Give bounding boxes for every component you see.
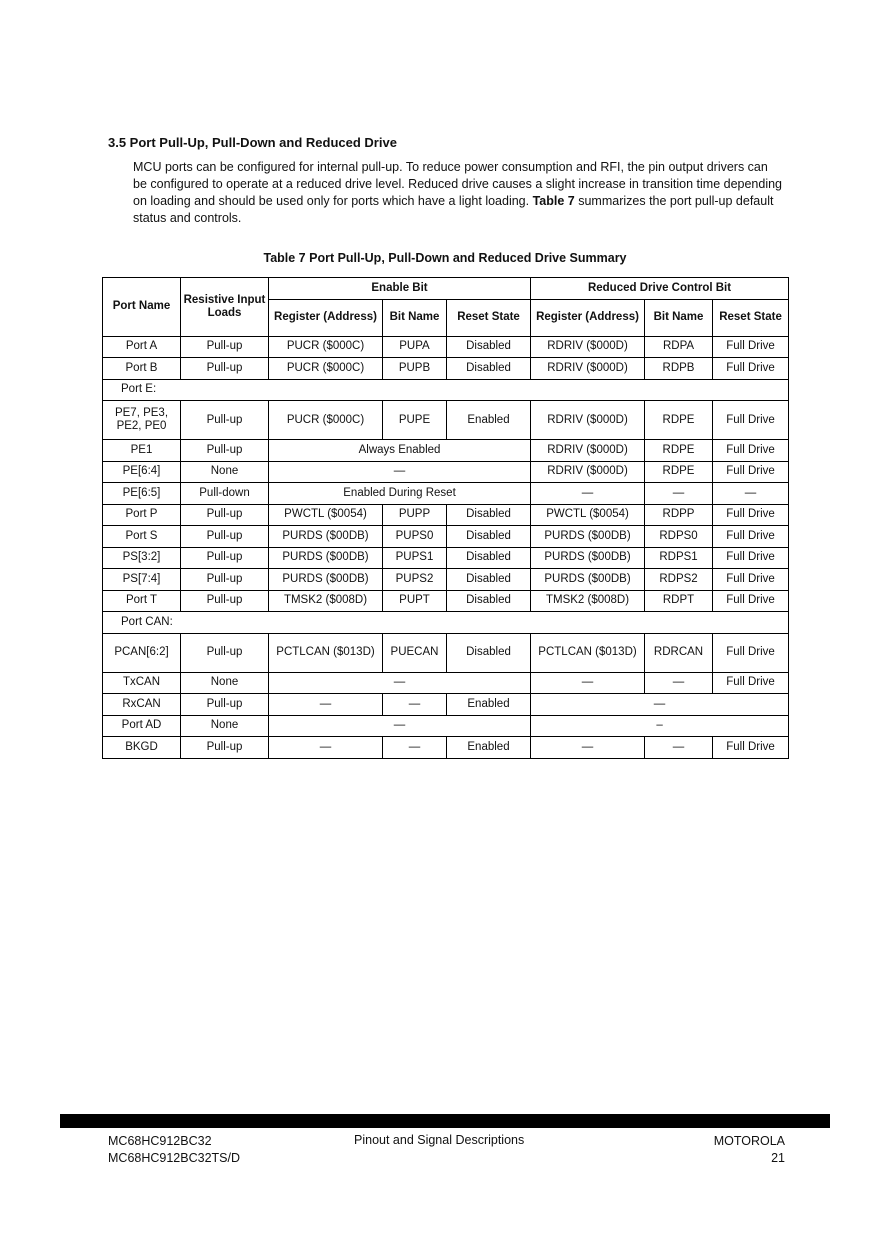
cell: PWCTL ($0054)	[269, 504, 383, 526]
cell: —	[713, 483, 789, 505]
table-row	[103, 569, 789, 591]
cell: —	[645, 737, 713, 759]
cell: RDPS0	[645, 526, 713, 548]
cell: PUPE	[383, 401, 447, 440]
cell: PURDS ($00DB)	[531, 569, 645, 591]
cell: —	[383, 694, 447, 716]
cell: Pull-up	[181, 694, 269, 716]
cell: Full Drive	[713, 336, 789, 358]
cell: TMSK2 ($008D)	[531, 590, 645, 612]
cell: Port P	[103, 504, 181, 526]
cell: Pull-up	[181, 336, 269, 358]
group-label-port-e: Port E:	[103, 379, 789, 401]
cell: Disabled	[447, 590, 531, 612]
cell: Pull-up	[181, 440, 269, 462]
cell: PE1	[103, 440, 181, 462]
section-title: 3.5 Port Pull-Up, Pull-Down and Reduced Drive	[108, 135, 397, 150]
table-row	[103, 461, 789, 483]
cell: PUECAN	[383, 633, 447, 672]
cell: RDRCAN	[645, 633, 713, 672]
header-bit-name: Bit Name	[383, 299, 447, 336]
cell: —	[269, 715, 531, 737]
header-reset-state-2: Reset State	[713, 299, 789, 336]
cell: PUCR ($000C)	[269, 401, 383, 440]
cell: RDRIV ($000D)	[531, 358, 645, 380]
cell: —	[383, 737, 447, 759]
cell: RDPB	[645, 358, 713, 380]
cell: Pull-up	[181, 401, 269, 440]
cell: Pull-up	[181, 547, 269, 569]
cell: –	[531, 715, 789, 737]
cell: PE[6:4]	[103, 461, 181, 483]
table-row	[103, 715, 789, 737]
table-row	[103, 526, 789, 548]
cell: None	[181, 715, 269, 737]
group-label-port-can: Port CAN:	[103, 612, 789, 634]
cell: Enabled	[447, 694, 531, 716]
cell: Full Drive	[713, 504, 789, 526]
cell: Port S	[103, 526, 181, 548]
footer-chapter: Pinout and Signal Descriptions	[354, 1133, 525, 1147]
cell: Pull-up	[181, 569, 269, 591]
cell: PUPS2	[383, 569, 447, 591]
cell: RDPS2	[645, 569, 713, 591]
table-row	[103, 504, 789, 526]
cell: PUCR ($000C)	[269, 358, 383, 380]
table-header-row	[103, 278, 789, 300]
table-row	[103, 358, 789, 380]
cell: Full Drive	[713, 633, 789, 672]
cell: PE7, PE3, PE2, PE0	[103, 401, 181, 440]
footer-doc-info	[108, 1133, 240, 1167]
cell: Disabled	[447, 569, 531, 591]
cell: Port AD	[103, 715, 181, 737]
cell: —	[531, 737, 645, 759]
table-row	[103, 737, 789, 759]
cell: Disabled	[447, 358, 531, 380]
cell: Pull-up	[181, 633, 269, 672]
cell: RDRIV ($000D)	[531, 401, 645, 440]
table-title: Table 7 Port Pull-Up, Pull-Down and Reduced Drive Summary	[263, 251, 627, 265]
table-row	[103, 694, 789, 716]
cell: —	[269, 461, 531, 483]
cell: —	[645, 483, 713, 505]
header-reduced-drive: Reduced Drive Control Bit	[531, 278, 789, 300]
cell: PCTLCAN ($013D)	[269, 633, 383, 672]
cell: PS[3:2]	[103, 547, 181, 569]
cell: Disabled	[447, 336, 531, 358]
cell: Full Drive	[713, 358, 789, 380]
header-port-name: Port Name	[103, 278, 181, 337]
cell: PUPP	[383, 504, 447, 526]
cell: Full Drive	[713, 526, 789, 548]
table-row	[103, 483, 789, 505]
header-resistive-loads: Resistive Input Loads	[181, 278, 269, 337]
cell: RDPS1	[645, 547, 713, 569]
cell: PURDS ($00DB)	[531, 547, 645, 569]
cell: Pull-up	[181, 737, 269, 759]
cell: PUPT	[383, 590, 447, 612]
cell: PURDS ($00DB)	[269, 547, 383, 569]
cell: Pull-up	[181, 526, 269, 548]
cell: Enabled During Reset	[269, 483, 531, 505]
cell: RDPP	[645, 504, 713, 526]
cell: RDPT	[645, 590, 713, 612]
table-row	[103, 401, 789, 440]
footer-company: MOTOROLA	[713, 1134, 785, 1148]
cell: —	[645, 672, 713, 694]
cell: RDPE	[645, 461, 713, 483]
cell: Always Enabled	[269, 440, 531, 462]
cell: RxCAN	[103, 694, 181, 716]
table-row	[103, 590, 789, 612]
cell: Disabled	[447, 504, 531, 526]
cell: —	[531, 483, 645, 505]
footer-bar	[60, 1114, 830, 1128]
cell: Pull-down	[181, 483, 269, 505]
header-register: Register (Address)	[269, 299, 383, 336]
footer-doc-name: MC68HC912BC32	[108, 1134, 212, 1148]
table-row	[103, 672, 789, 694]
table-row	[103, 336, 789, 358]
cell: RDRIV ($000D)	[531, 440, 645, 462]
cell: None	[181, 461, 269, 483]
footer-company-info	[714, 1133, 785, 1167]
table-row	[103, 440, 789, 462]
cell: TxCAN	[103, 672, 181, 694]
cell: Enabled	[447, 401, 531, 440]
cell: Pull-up	[181, 358, 269, 380]
cell: PUPS0	[383, 526, 447, 548]
cell: Full Drive	[713, 440, 789, 462]
paragraph-text: MCU ports can be configured for internal pull-up. To reduce power consumption and RFI, the pin output drivers can be configured to operate at a reduced drive level. Reduced drive causes a slight increase in transition time depending on loading and should be used only for ports which have a light loading.	[133, 160, 783, 208]
cell: Port B	[103, 358, 181, 380]
cell: —	[531, 694, 789, 716]
cell: Disabled	[447, 633, 531, 672]
table-row	[103, 379, 789, 401]
cell: Full Drive	[713, 569, 789, 591]
table-row	[103, 547, 789, 569]
cell: RDRIV ($000D)	[531, 336, 645, 358]
cell: —	[269, 672, 531, 694]
cell: PUPA	[383, 336, 447, 358]
cell: Pull-up	[181, 504, 269, 526]
section-paragraph	[133, 159, 785, 227]
cell: Full Drive	[713, 547, 789, 569]
cell: PUCR ($000C)	[269, 336, 383, 358]
cell: PURDS ($00DB)	[269, 526, 383, 548]
cell: RDRIV ($000D)	[531, 461, 645, 483]
cell: TMSK2 ($008D)	[269, 590, 383, 612]
cell: Full Drive	[713, 401, 789, 440]
cell: PUPB	[383, 358, 447, 380]
cell: RDPE	[645, 440, 713, 462]
table-row	[103, 612, 789, 634]
cell: PWCTL ($0054)	[531, 504, 645, 526]
cell: —	[269, 737, 383, 759]
header-reset-state: Reset State	[447, 299, 531, 336]
cell: PURDS ($00DB)	[269, 569, 383, 591]
cell: None	[181, 672, 269, 694]
cell: RDPA	[645, 336, 713, 358]
table-reference: Table 7	[532, 194, 575, 208]
cell: Disabled	[447, 526, 531, 548]
cell: Disabled	[447, 547, 531, 569]
cell: BKGD	[103, 737, 181, 759]
cell: Port A	[103, 336, 181, 358]
cell: Full Drive	[713, 590, 789, 612]
header-enable-bit: Enable Bit	[269, 278, 531, 300]
cell: Full Drive	[713, 461, 789, 483]
header-register-2: Register (Address)	[531, 299, 645, 336]
paragraph-end: summarizes the port pull-up default status and controls.	[133, 194, 774, 225]
cell: Port T	[103, 590, 181, 612]
cell: Enabled	[447, 737, 531, 759]
cell: PCTLCAN ($013D)	[531, 633, 645, 672]
cell: PCAN[6:2]	[103, 633, 181, 672]
cell: PURDS ($00DB)	[531, 526, 645, 548]
cell: Pull-up	[181, 590, 269, 612]
table-row	[103, 633, 789, 672]
footer-page-number: 21	[771, 1151, 785, 1165]
port-summary-table	[102, 277, 789, 759]
cell: —	[269, 694, 383, 716]
footer-doc-id: MC68HC912BC32TS/D	[108, 1151, 240, 1165]
header-bit-name-2: Bit Name	[645, 299, 713, 336]
cell: —	[531, 672, 645, 694]
cell: PUPS1	[383, 547, 447, 569]
cell: PE[6:5]	[103, 483, 181, 505]
cell: PS[7:4]	[103, 569, 181, 591]
cell: Full Drive	[713, 672, 789, 694]
cell: Full Drive	[713, 737, 789, 759]
cell: RDPE	[645, 401, 713, 440]
